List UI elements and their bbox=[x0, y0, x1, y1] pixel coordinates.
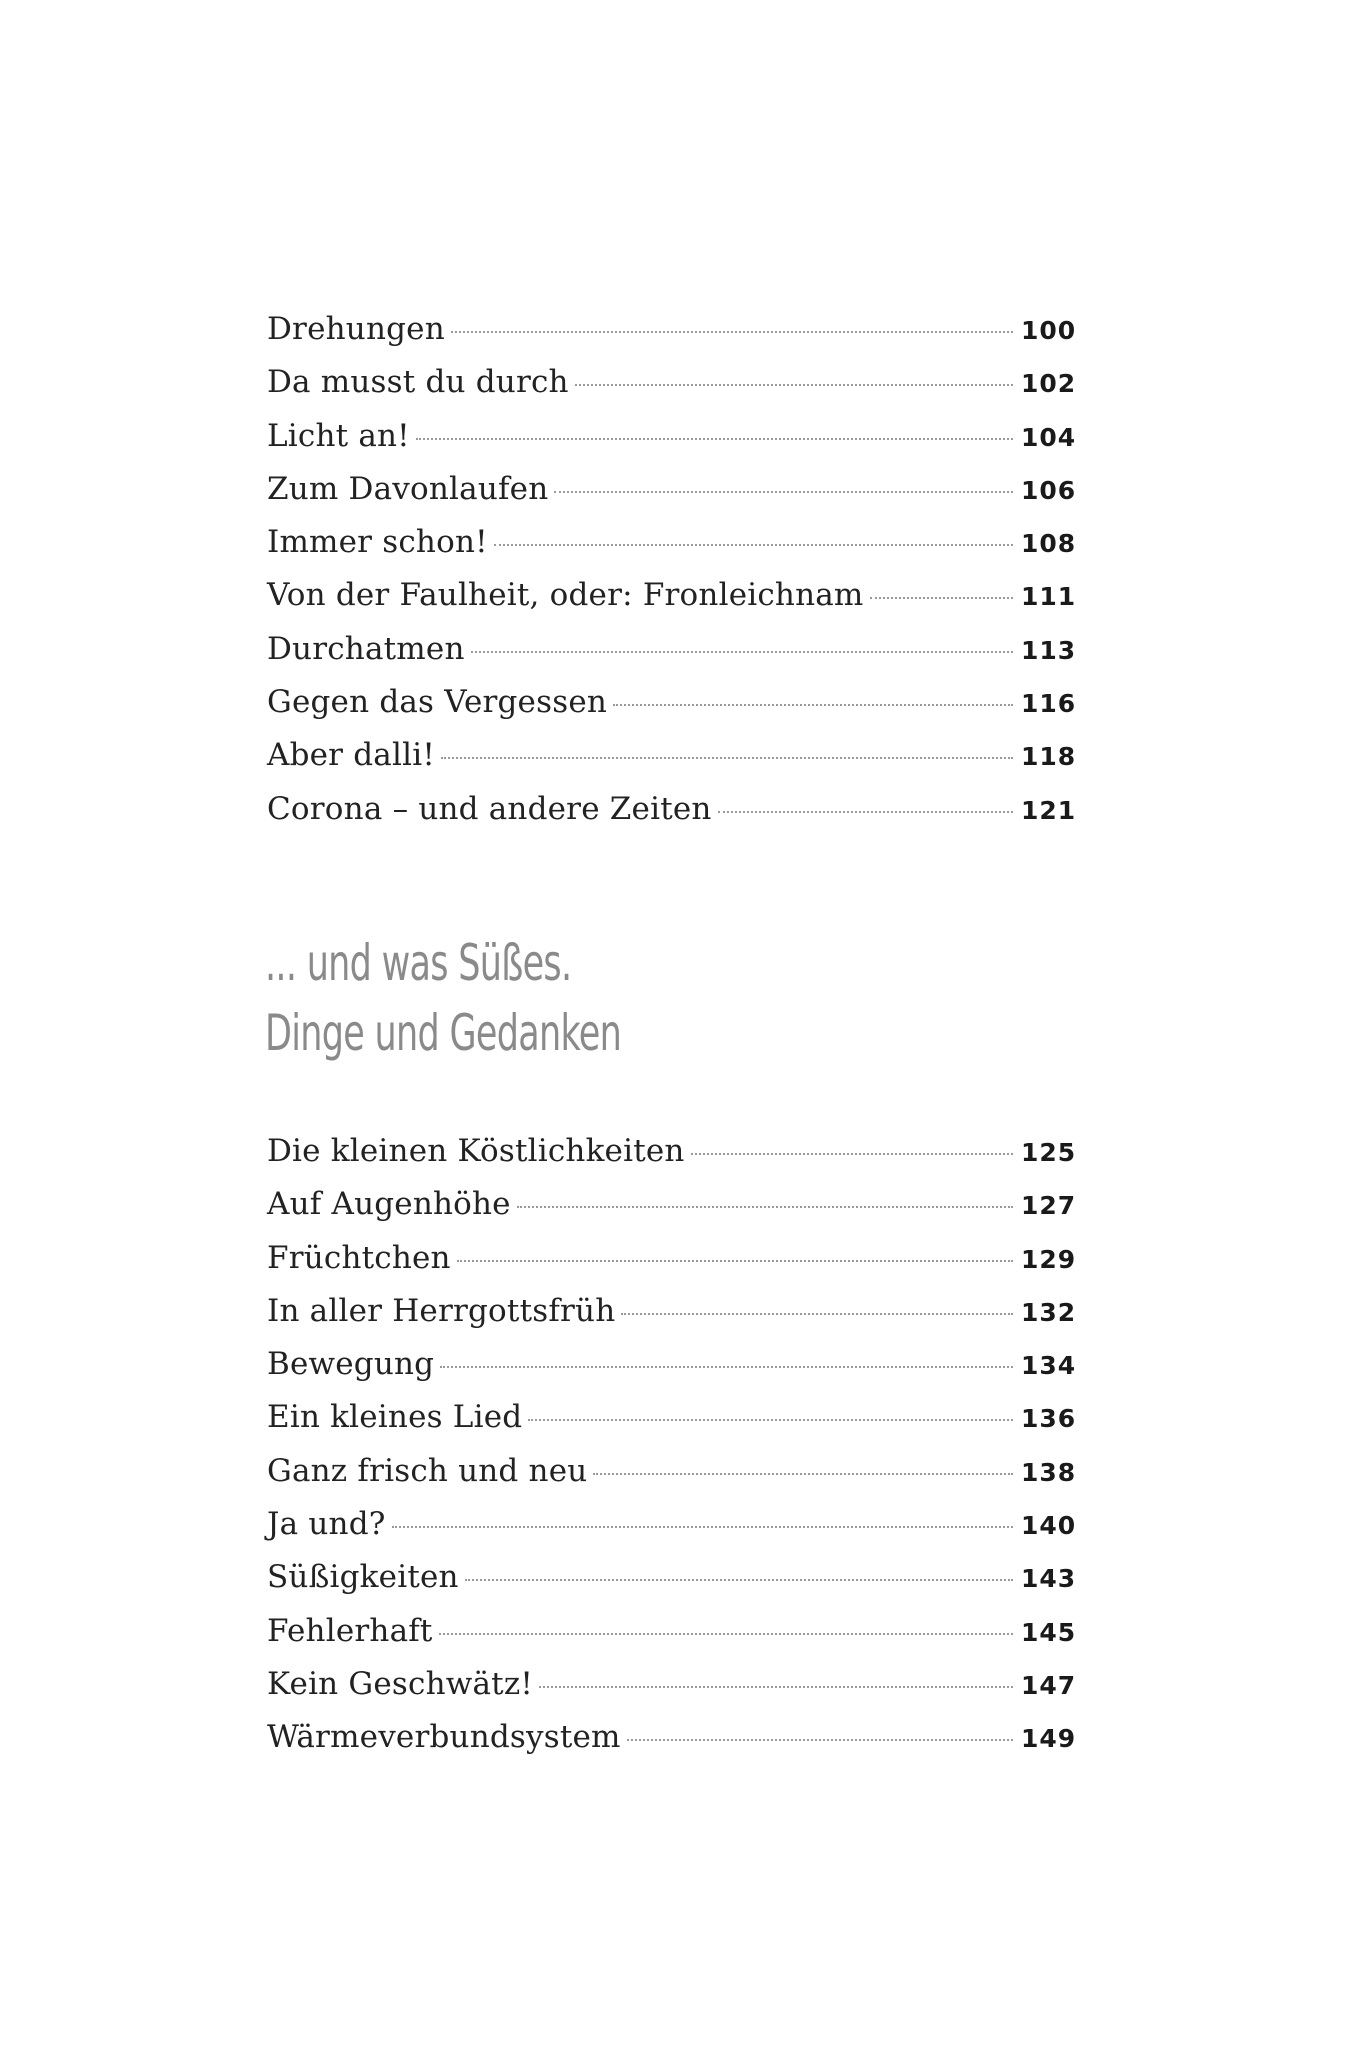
toc-entry bbox=[267, 516, 1077, 569]
toc-entry bbox=[267, 356, 1077, 409]
dot-leader bbox=[575, 384, 1013, 386]
toc-entry-page: 104 bbox=[1021, 422, 1077, 452]
dot-leader bbox=[517, 1206, 1013, 1208]
toc-entry-page: 149 bbox=[1021, 1724, 1077, 1754]
toc-entry-title: Auf Augenhöhe bbox=[267, 1186, 511, 1223]
toc-entry bbox=[267, 676, 1077, 729]
toc-entry bbox=[267, 1711, 1077, 1764]
toc-entry bbox=[267, 410, 1077, 463]
toc-entry bbox=[267, 1391, 1077, 1444]
toc-entry-title: Früchtchen bbox=[267, 1239, 451, 1276]
dot-leader bbox=[554, 491, 1013, 493]
toc-entry-title: Ganz frisch und neu bbox=[267, 1452, 588, 1489]
toc-entry-title: Licht an! bbox=[267, 417, 410, 454]
toc-entry bbox=[267, 1605, 1077, 1658]
toc-entry bbox=[267, 1338, 1077, 1391]
toc-entry-page: 143 bbox=[1021, 1564, 1077, 1594]
toc-entry-title: Kein Geschwätz! bbox=[267, 1665, 534, 1702]
toc-entry-page: 145 bbox=[1021, 1617, 1077, 1647]
dot-leader bbox=[451, 331, 1013, 333]
toc-entry bbox=[267, 1232, 1077, 1285]
dot-leader bbox=[439, 1633, 1013, 1635]
toc-entry-page: 111 bbox=[1021, 582, 1077, 612]
toc-entry-title: Ja und? bbox=[267, 1506, 386, 1543]
toc-entry bbox=[267, 1125, 1077, 1178]
toc-entry-title: Durchatmen bbox=[267, 630, 465, 667]
toc-list-section-1 bbox=[267, 303, 1077, 836]
section-heading bbox=[265, 928, 965, 1068]
dot-leader bbox=[416, 438, 1013, 440]
dot-leader bbox=[870, 597, 1013, 599]
toc-entry-title: Corona – und andere Zeiten bbox=[267, 790, 712, 827]
toc-list-section-2 bbox=[267, 1125, 1077, 1765]
toc-entry-page: 100 bbox=[1021, 316, 1077, 345]
toc-entry bbox=[267, 783, 1077, 836]
toc-entry-page: 108 bbox=[1021, 529, 1077, 559]
toc-entry-title: Drehungen bbox=[267, 311, 445, 347]
toc-entry-title: Fehlerhaft bbox=[267, 1612, 433, 1649]
toc-entry bbox=[267, 623, 1077, 676]
toc-entry bbox=[267, 1658, 1077, 1711]
toc-entry-page: 132 bbox=[1021, 1297, 1077, 1327]
toc-entry-page: 140 bbox=[1021, 1511, 1077, 1541]
dot-leader bbox=[613, 704, 1013, 706]
dot-leader bbox=[392, 1526, 1013, 1528]
toc-entry-page: 102 bbox=[1021, 369, 1077, 399]
toc-entry-title: Bewegung bbox=[267, 1346, 435, 1383]
toc-entry bbox=[267, 1178, 1077, 1231]
toc-entry-title: Süßigkeiten bbox=[267, 1559, 459, 1596]
toc-entry-page: 127 bbox=[1021, 1191, 1077, 1221]
toc-entry-title: Gegen das Vergessen bbox=[267, 684, 608, 721]
section-heading-line-1: ... und was Süßes. bbox=[265, 934, 572, 992]
toc-entry-title: In aller Herrgottsfrüh bbox=[267, 1292, 616, 1329]
toc-entry-page: 106 bbox=[1021, 475, 1077, 505]
toc-entry-title: Immer schon! bbox=[267, 524, 488, 561]
dot-leader bbox=[539, 1686, 1013, 1688]
toc-entry-title: Da musst du durch bbox=[267, 364, 569, 401]
toc-entry bbox=[267, 463, 1077, 516]
dot-leader bbox=[593, 1473, 1013, 1475]
toc-entry bbox=[267, 1445, 1077, 1498]
dot-leader bbox=[718, 811, 1013, 813]
toc-entry bbox=[267, 569, 1077, 622]
toc-entry-page: 113 bbox=[1021, 635, 1077, 665]
dot-leader bbox=[471, 651, 1013, 653]
toc-entry-page: 138 bbox=[1021, 1457, 1077, 1487]
toc-entry-page: 136 bbox=[1021, 1404, 1077, 1434]
dot-leader bbox=[441, 757, 1013, 759]
toc-entry bbox=[267, 1551, 1077, 1604]
toc-entry-title: Von der Faulheit, oder: Fronleichnam bbox=[267, 577, 864, 614]
toc-entry-page: 116 bbox=[1021, 689, 1077, 719]
toc-entry-page: 118 bbox=[1021, 742, 1077, 772]
toc-entry bbox=[267, 1285, 1077, 1338]
toc-entry-page: 129 bbox=[1021, 1244, 1077, 1274]
toc-entry bbox=[267, 303, 1077, 356]
toc-entry-title: Zum Davonlaufen bbox=[267, 470, 549, 507]
section-heading-line-2: Dinge und Gedanken bbox=[265, 1004, 622, 1062]
toc-entry-title: Wärmeverbundsystem bbox=[267, 1719, 621, 1756]
dot-leader bbox=[457, 1260, 1013, 1262]
toc-entry-page: 134 bbox=[1021, 1351, 1077, 1381]
dot-leader bbox=[691, 1153, 1013, 1155]
toc-entry-page: 121 bbox=[1021, 795, 1077, 825]
dot-leader bbox=[528, 1419, 1013, 1421]
toc-entry-title: Die kleinen Köstlichkeiten bbox=[267, 1133, 685, 1169]
toc-entry-page: 125 bbox=[1021, 1138, 1077, 1167]
dot-leader bbox=[465, 1579, 1013, 1581]
toc-entry bbox=[267, 1498, 1077, 1551]
toc-entry-title: Ein kleines Lied bbox=[267, 1399, 523, 1436]
dot-leader bbox=[440, 1366, 1013, 1368]
toc-entry bbox=[267, 729, 1077, 782]
dot-leader bbox=[494, 544, 1013, 546]
toc-entry-title: Aber dalli! bbox=[267, 737, 435, 774]
dot-leader bbox=[627, 1739, 1013, 1741]
toc-entry-page: 147 bbox=[1021, 1670, 1077, 1700]
dot-leader bbox=[621, 1313, 1013, 1315]
